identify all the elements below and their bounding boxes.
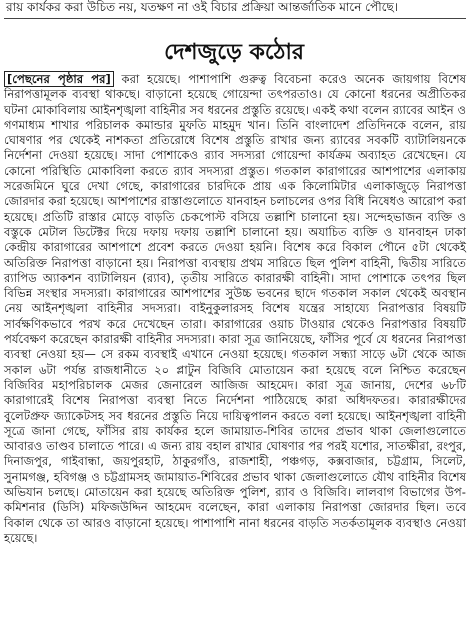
article-body [4, 72, 466, 546]
continued-from-label: [পেছনের পৃষ্ঠার পর] [4, 71, 114, 87]
previous-article-snippet: রায় কার্যকর করা উচিত নয়, যতক্ষণ না ওই বিচার প্রক্রিয়া আন্তর্জাতিক মানে পৌছে। [4, 0, 466, 19]
article-headline: দেশজুড়ে কঠোর [164, 40, 304, 65]
article-body-text: করা হয়েছে। পাশাপাশি গুরুত্ব বিবেচনা করেও অনেক জায়গায় বিশেষ নিরাপত্তামূলক ব্যবস্থা থাকছে। বাড়ানো হয়েছে গোয়েন্দা তৎপরতাও। যে কোনো ধরনের অপ্রীতিকর ঘটনা মোকাবিলায় আইনশৃঙ্খলা বাহিনীর সব ধরনের প্রস্তুতি রয়েছে। একই কথা বলেন র‍্যাবের আইন ও গণমাধ্যম শাখার পরিচালক কমান্ডার মুফতি মাহমুদ খান। তিনি বাংলাদেশ প্রতিদিনকে বলেন, রায় ঘোষণার পর থেকেই নাশকতা প্রতিরোধে বিশেষ প্রস্তুতি রাখার জন্য র‍্যাবের সবকটি ব্যাটালিয়নকে নির্দেশনা দেওয়া হয়েছে। সাদা পোশাকেও র‍্যাব সদস্যরা গোয়েন্দা কার্যক্রম অব্যাহত রেখেছেন। যে কোনো পরিস্থিতি মোকাবিলা করতে র‍্যাব সদস্যরা প্রস্তুত। গতকাল কারাগারের আশপাশের এলাকায় সরেজমিনে ঘুরে দেখা গেছে, কারাগারের চারদিকে প্রায় এক কিলোমিটার এলাকাজুড়ে নিরাপত্তা জোরদার করা হয়েছে। আশপাশের রাস্তাগুলোতে যানবাহন চলাচলের ওপর বিধি নিষেধও আরোপ করা হয়েছে। প্রতিটি রাস্তার মোড়ে বাড়তি চেকপোস্ট বসিয়ে তল্লাশি চালানো হয়। সন্দেহভাজন ব্যক্তি ও বস্তুকে মেটাল ডিটেক্টর দিয়ে দফায় দফায় তল্লাশি চালানো হয়। অযাচিত ব্যক্তি ও যানবাহন ঢাকা কেন্দ্রীয় কারাগারের আশপাশে প্রবেশ করতে দেওয়া হয়নি। বিশেষ করে বিকাল পৌনে ৫টা থেকেই অতিরিক্ত নিরাপত্তা বাড়ানো হয়। নিরাপত্তা ব্যবস্থায় প্রথম সারিতে ছিল পুলিশ বাহিনী, দ্বিতীয় সারিতে র‍্যাপিড অ্যাকশন ব্যাটালিয়ন (র‍্যাব), তৃতীয় সারিতে কারারক্ষী বাহিনী। সাদা পোশাকে তৎপর ছিল বিভিন্ন সংস্থার সদস্যরা। কারাগারের আশপাশের সুউচ্চ ভবনের ছাদে গতকাল সকাল থেকেই অবস্থান নেয় আইনশৃঙ্খলা বাহিনীর সদস্যরা। বাইনুকুলারসহ বিশেষ যন্ত্রের সাহায্যে নিরাপত্তার বিষয়টি সার্বক্ষণিকভাবে পরখ করে দেখেছেন তারা। কারাগারের ওয়াচ টাওয়ার থেকেও নিরাপত্তার বিষয়টি পর্যবেক্ষণ করেছেন কারারক্ষী বাহিনীর সদস্যরা। কারা সূত্র জানিয়েছে, ফাঁসির পূর্বে যে ধরনের নিরাপত্তা ব্যবস্থা নেওয়া হয়— সে রকম ব্যবস্থাই এখানে নেওয়া হয়েছে। গতকাল সন্ধ্যা সাড়ে ৬টা থেকে আজ সকাল ৬টা পর্যন্ত রাজধানীতে ২০ প্লাটুন বিজিবি মোতায়েন করা হয়েছে বলে নিশ্চিত করেছেন বিজিবির মহাপরিচালক মেজর জেনারেল আজিজ আহমেদ। কারা সূত্র জানায়, দেশের ৬৮টি কারাগারেই বিশেষ নিরাপত্তা ব্যবস্থা নিতে নির্দেশনা পাঠিয়েছে কারা অধিদফতর। কারারক্ষীদের বুলেটপ্রুফ জ্যাকেটসহ সব ধরনের প্রস্তুতি নিয়ে দায়িত্বপালন করতে বলা হয়েছে। আইনশৃঙ্খলা বাহিনী সূত্রে জানা গেছে, ফাঁসির রায় কার্যকর হলে জামায়াত-শিবির তাদের প্রভাব থাকা জেলাগুলোতে আবারও তাণ্ডব চালাতে পারে। এ জন্য রায় বহাল রাখার ঘোষণার পর পরই যশোর, সাতক্ষীরা, রংপুর, দিনাজপুর, গাইবান্ধা, জয়পুরহাট, ঠাকুরগাঁও, রাজশাহী, পঞ্চগড়, কক্সবাজার, চট্টগ্রাম, সিলেট, সুনামগঞ্জ, হবিগঞ্জ ও চট্টগ্রামসহ জামায়াত-শিবিরের প্রভাব থাকা জেলাগুলোতে যৌথ বাহিনীর বিশেষ অভিযান চলছে। মোতায়েন করা হয়েছে অতিরিক্ত পুলিশ, র‍্যাব ও বিজিবি। লালবাগ বিভাগের উপ-কমিশনার (ডিসি) মফিজউদ্দিন আহমেদ বলেছেন, কারা এলাকায় নিরাপত্তা জোরদার ছিল। তবে বিকাল থেকে তা আরও বাড়ানো হয়েছে। পাশাপাশি নানা ধরনের বাড়তি সতর্কতামূলক ব্যবস্থাও নেওয়া হয়েছে। [4, 72, 467, 545]
